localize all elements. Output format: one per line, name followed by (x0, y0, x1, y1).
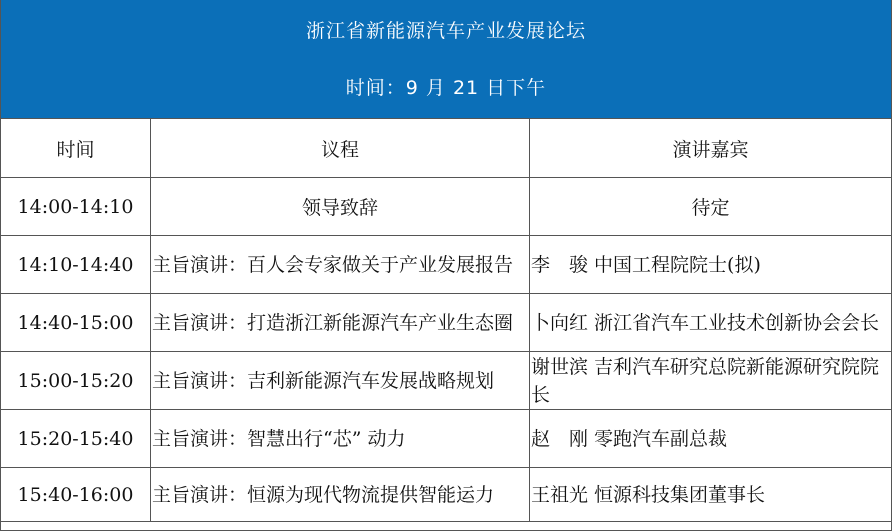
row-speaker: 待定 (530, 178, 892, 236)
row-topic: 主旨演讲：吉利新能源汽车发展战略规划 (151, 352, 530, 410)
column-header-time: 时间 (1, 119, 151, 178)
table-row (1, 410, 891, 468)
table-row (1, 352, 891, 410)
table-row (1, 178, 891, 236)
row-time: 15:40-16:00 (1, 468, 151, 522)
table-row (1, 236, 891, 294)
row-topic: 主旨演讲：恒源为现代物流提供智能运力 (151, 468, 530, 522)
forum-title: 浙江省新能源汽车产业发展论坛 (305, 20, 586, 42)
row-topic: 主旨演讲：百人会专家做关于产业发展报告 (151, 236, 530, 294)
forum-time: 时间：9 月 21 日下午 (345, 77, 547, 99)
row-speaker: 谢世滨 吉利汽车研究总院新能源研究院院长 (530, 352, 892, 410)
title-banner (1, 0, 891, 119)
row-speaker: 李 骏 中国工程院院士(拟) (530, 236, 892, 294)
row-topic: 主旨演讲：打造浙江新能源汽车产业生态圈 (151, 294, 530, 352)
row-time: 14:40-15:00 (1, 294, 151, 352)
row-speaker: 王祖光 恒源科技集团董事长 (530, 468, 892, 522)
table-row (1, 294, 891, 352)
row-topic: 领导致辞 (151, 178, 530, 236)
row-time: 15:20-15:40 (1, 410, 151, 468)
row-speaker: 赵 刚 零跑汽车副总裁 (530, 410, 892, 468)
column-header-speaker: 演讲嘉宾 (530, 119, 892, 178)
agenda-table (1, 119, 891, 522)
table-row (1, 468, 891, 522)
row-time: 14:00-14:10 (1, 178, 151, 236)
column-header-agenda: 议程 (151, 119, 530, 178)
table-header-row (1, 119, 891, 178)
row-topic: 主旨演讲：智慧出行“芯” 动力 (151, 410, 530, 468)
row-time: 14:10-14:40 (1, 236, 151, 294)
row-time: 15:00-15:20 (1, 352, 151, 410)
row-speaker: 卜向红 浙江省汽车工业技术创新协会会长 (530, 294, 892, 352)
